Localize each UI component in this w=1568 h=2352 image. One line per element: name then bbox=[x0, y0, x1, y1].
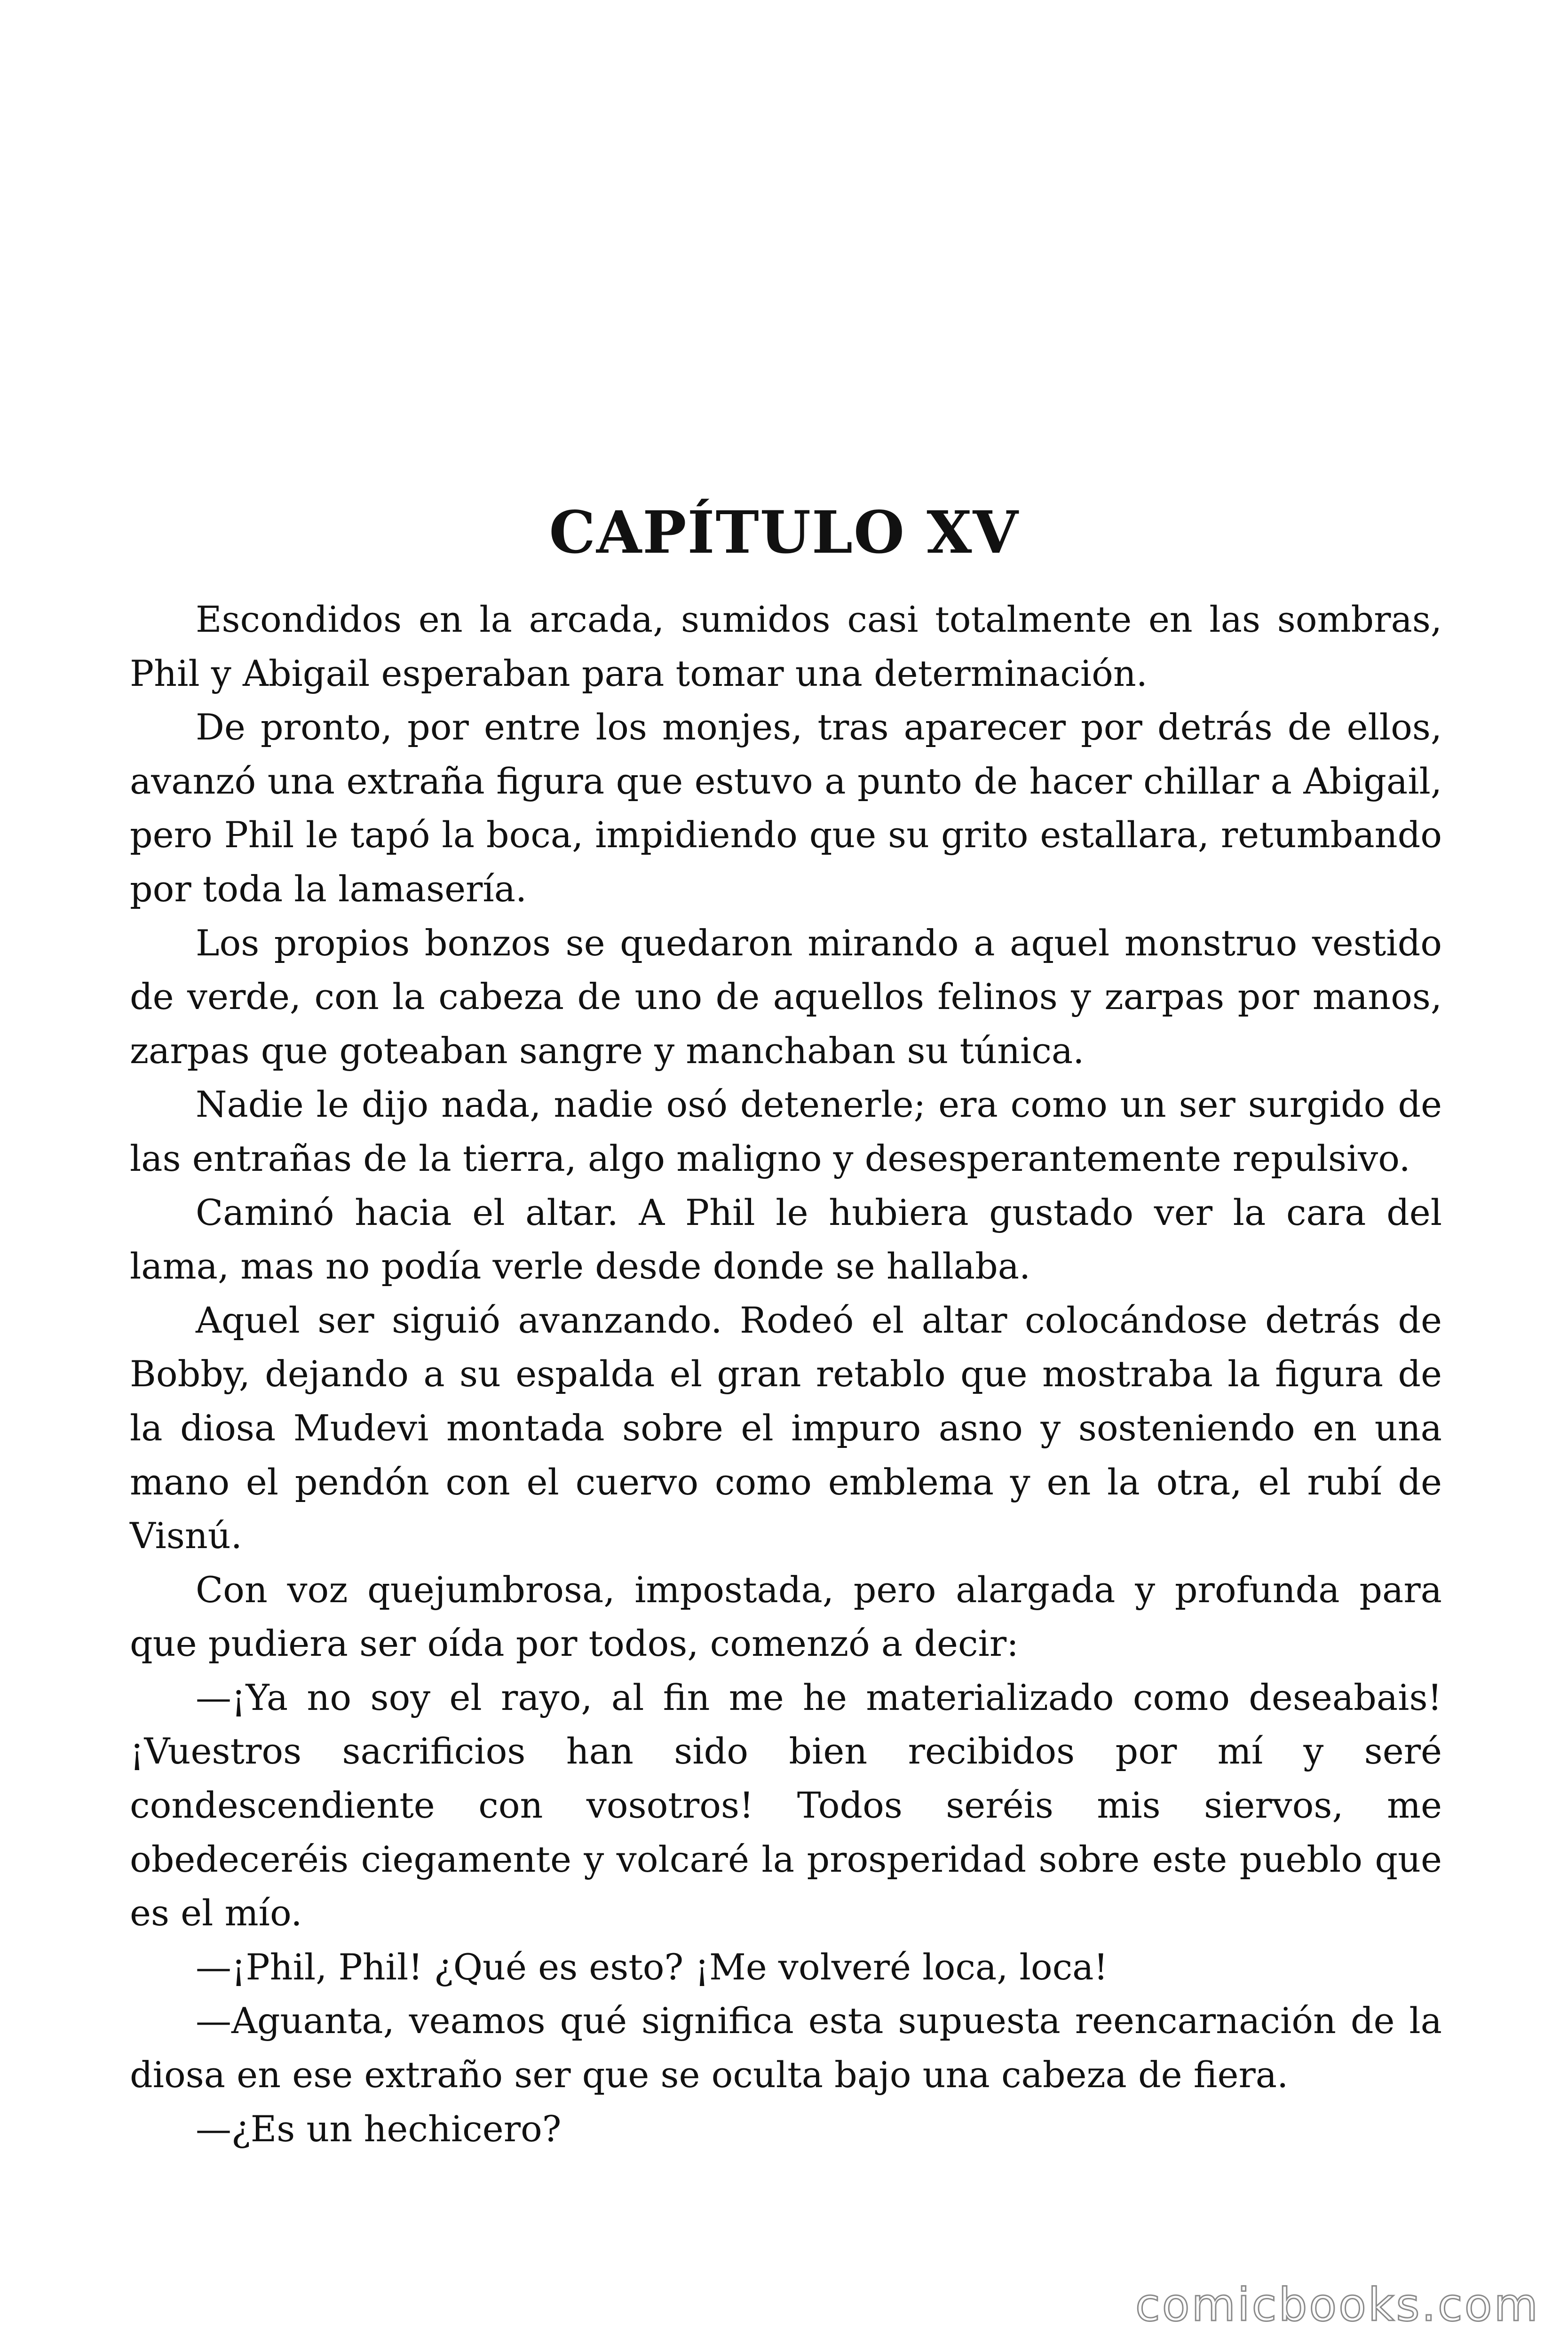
paragraph: De pronto, por entre los monjes, tras aparecer por detrás de ellos, avanzó una extraña figura que estuvo a punto de hacer chillar a Abigail, pero Phil le tapó la boca, impidiendo que su grito estallara, retumbando por toda la lamasería. bbox=[130, 706, 1442, 910]
paragraph: Aquel ser siguió avanzando. Rodeó el altar colocándose detrás de Bobby, dejando a su espalda el gran retablo que mostraba la figura de la diosa Mudevi montada sobre el impuro asno y sosteniendo en una mano el pendón con el cuervo como emblema y en la otra, el rubí de Visnú. bbox=[130, 1299, 1442, 1557]
paragraph: —¿Es un hechicero? bbox=[196, 2107, 562, 2150]
paragraph: —¡Phil, Phil! ¿Qué es esto? ¡Me volveré loca, loca! bbox=[196, 1946, 1109, 1988]
paragraph: —Aguanta, veamos qué significa esta supuesta reencarnación de la diosa en ese extraño ser que se oculta bajo una cabeza de fiera. bbox=[130, 2000, 1442, 2096]
site-watermark: comicbooks.com bbox=[1135, 2279, 1540, 2331]
paragraph: Los propios bonzos se quedaron mirando a aquel monstruo vestido de verde, con la cabeza de uno de aquellos felinos y zarpas por manos, zarpas que goteaban sangre y manchaban su túnica. bbox=[130, 922, 1442, 1072]
chapter-body bbox=[130, 593, 1442, 2156]
paragraph: Caminó hacia el altar. A Phil le hubiera gustado ver la cara del lama, mas no podía verle desde donde se hallaba. bbox=[130, 1191, 1442, 1287]
paragraph: Escondidos en la arcada, sumidos casi totalmente en las sombras, Phil y Abigail esperaban para tomar una determinación. bbox=[130, 598, 1442, 694]
paragraph: Con voz quejumbrosa, impostada, pero alargada y profunda para que pudiera ser oída por todos, comenzó a decir: bbox=[130, 1568, 1442, 1665]
paragraph: —¡Ya no soy el rayo, al fin me he materializado como deseabais! ¡Vuestros sacrificios han sido bien recibidos por mí y seré condescendiente con vosotros! Todos seréis mis siervos, me obedeceréis ciegamente y volcaré la prosperidad sobre este pueblo que es el mío. bbox=[130, 1676, 1442, 1934]
chapter-title: CAPÍTULO XV bbox=[549, 499, 1019, 567]
paragraph: Nadie le dijo nada, nadie osó detenerle; era como un ser surgido de las entrañas de la tierra, algo maligno y desesperantemente repulsivo. bbox=[130, 1083, 1442, 1179]
